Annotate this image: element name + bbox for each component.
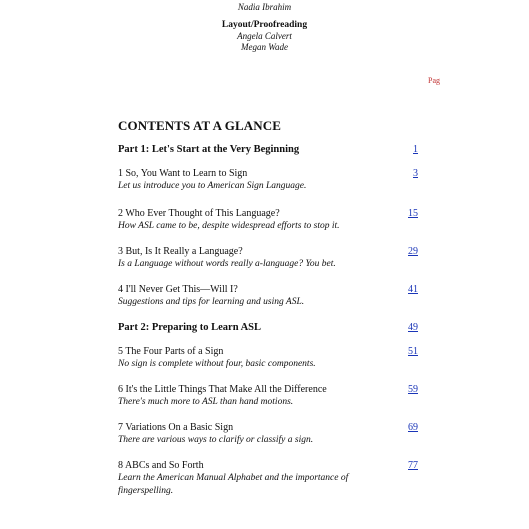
credit-role: Layout/Proofreading	[221, 20, 308, 30]
page-link[interactable]: 77	[408, 460, 418, 471]
toc-chapter-entry	[118, 207, 418, 245]
chapter-title: 7 Variations On a Basic Sign	[118, 422, 234, 433]
contents-heading: CONTENTS AT A GLANCE	[118, 118, 281, 133]
chapter-description: There's much more to ASL than hand motions.	[118, 397, 294, 407]
page-link[interactable]: 29	[408, 246, 418, 257]
credit-name: Megan Wade	[241, 42, 288, 52]
chapter-title: 4 I'll Never Get This—Will I?	[118, 284, 238, 295]
toc-chapter-entry	[118, 421, 418, 459]
page-link[interactable]: 15	[408, 208, 418, 219]
toc-chapter-entry	[118, 383, 418, 421]
part-title: Part 1: Let's Start at the Very Beginning	[118, 144, 300, 155]
chapter-title: 1 So, You Want to Learn to Sign	[118, 168, 248, 179]
chapter-title: 2 Who Ever Thought of This Language?	[118, 208, 280, 219]
table-of-contents	[118, 143, 418, 499]
page-link[interactable]: 49	[408, 322, 418, 333]
part-title: Part 2: Preparing to Learn ASL	[118, 322, 262, 333]
toc-chapter-entry	[118, 283, 418, 321]
credits-block	[0, 2, 529, 53]
chapter-title: 6 It's the Little Things That Make All the Difference	[118, 384, 327, 395]
chapter-title: 5 The Four Parts of a Sign	[118, 346, 224, 357]
page-link[interactable]: 59	[408, 384, 418, 395]
chapter-description: Let us introduce you to American Sign Language.	[118, 181, 307, 191]
credit-name: Angela Calvert	[237, 31, 292, 41]
chapter-description: Learn the American Manual Alphabet and the importance of fingerspelling.	[118, 473, 349, 496]
credit-name: Nadia Ibrahim	[237, 2, 292, 12]
toc-part-entry	[118, 143, 418, 167]
page-link[interactable]: 41	[408, 284, 418, 295]
chapter-description: No sign is complete without four, basic components.	[118, 359, 316, 369]
chapter-description: Is a Language without words really a-language? You bet.	[118, 259, 336, 269]
chapter-description: Suggestions and tips for learning and using ASL.	[118, 297, 305, 307]
page-link[interactable]: 3	[413, 168, 418, 179]
page-link[interactable]: 69	[408, 422, 418, 433]
page-marker: Pag	[428, 76, 440, 85]
toc-chapter-entry	[118, 167, 418, 207]
chapter-description: There are various ways to clarify or classify a sign.	[118, 435, 314, 445]
page-link[interactable]: 51	[408, 346, 418, 357]
chapter-title: 3 But, Is It Really a Language?	[118, 246, 243, 257]
toc-chapter-entry	[118, 245, 418, 283]
toc-chapter-entry	[118, 459, 418, 499]
chapter-description: How ASL came to be, despite widespread efforts to stop it.	[118, 221, 340, 231]
page-link[interactable]: 1	[413, 144, 418, 155]
toc-chapter-entry	[118, 345, 418, 383]
chapter-title: 8 ABCs and So Forth	[118, 460, 204, 471]
toc-part-entry	[118, 321, 418, 345]
